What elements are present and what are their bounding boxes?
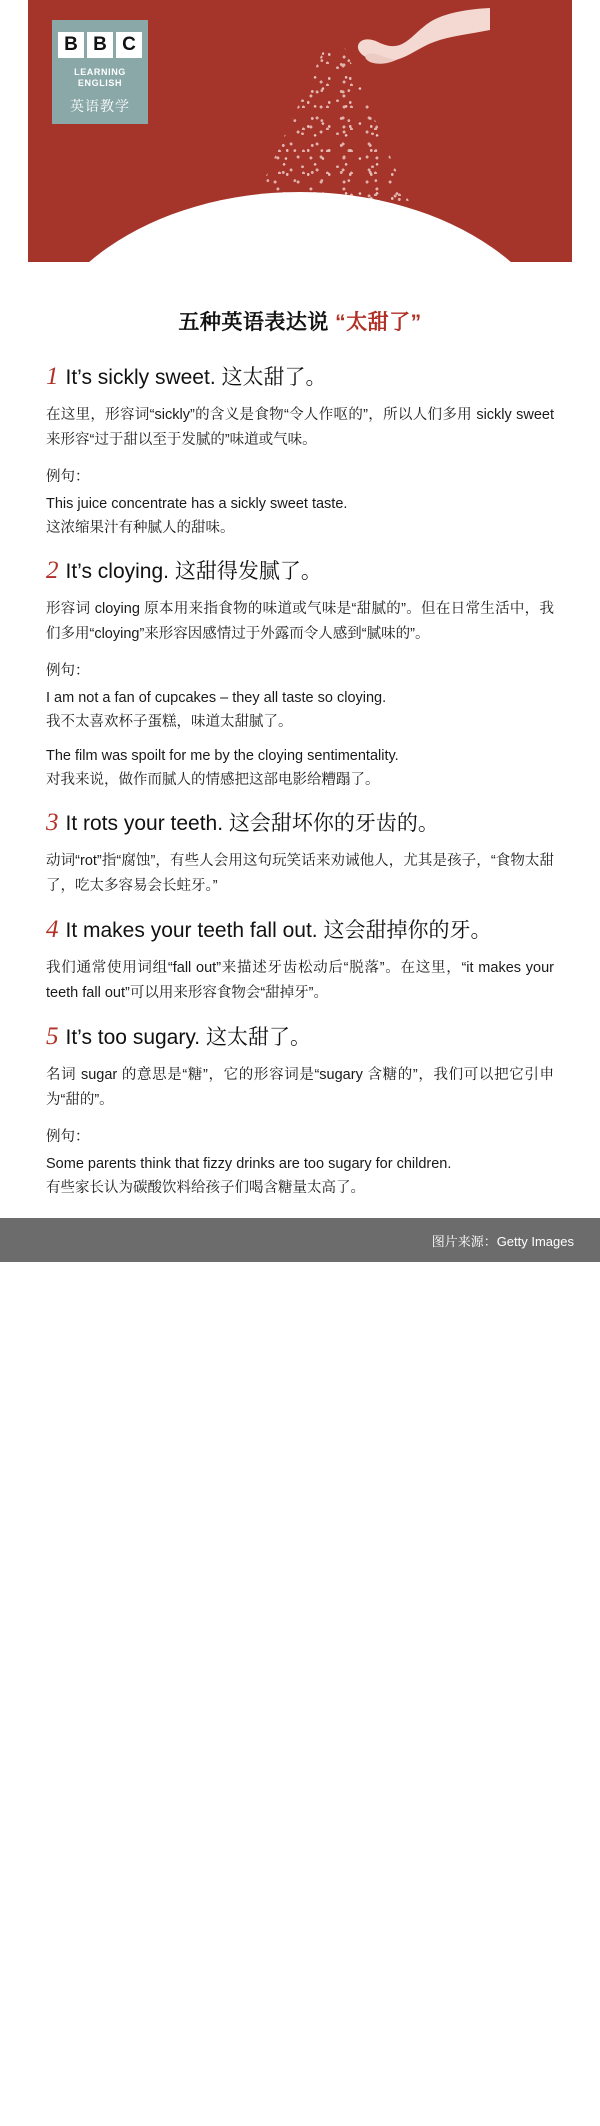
bbc-learning-english-logo bbox=[52, 20, 148, 124]
item-heading bbox=[46, 1022, 554, 1053]
logo-learning-english bbox=[74, 67, 126, 89]
logo-line-learning: LEARNING bbox=[74, 67, 126, 77]
item-heading-text: It’s sickly sweet. 这太甜了。 bbox=[65, 366, 327, 389]
example-line: This juice concentrate has a sickly sweet taste. bbox=[46, 496, 348, 512]
list-item bbox=[46, 1022, 554, 1200]
item-number: 1 bbox=[46, 363, 59, 390]
example-line: 有些家长认为碳酸饮料给孩子们喝含糖量太高了。 bbox=[46, 1180, 365, 1196]
logo-line-chinese: 英语教学 bbox=[70, 98, 130, 114]
list-item bbox=[46, 556, 554, 792]
example-block bbox=[46, 1152, 554, 1200]
item-paragraph: 我们通常使用词组“fall out”来描述牙齿松动后“脱落”。在这里，“it makes your teeth fall out”可以用来形容食物会“甜掉牙”。 bbox=[46, 960, 554, 1001]
page-title-prefix: 五种英语表达说 bbox=[178, 311, 329, 334]
item-heading-text: It’s cloying. 这甜得发腻了。 bbox=[65, 560, 322, 583]
example-block bbox=[46, 686, 554, 734]
image-credit-text: 图片来源：Getty Images bbox=[431, 1233, 574, 1249]
page-title-quote: “太甜了” bbox=[335, 311, 422, 334]
item-number: 4 bbox=[46, 916, 59, 943]
item-paragraph: 动词“rot”指“腐蚀”，有些人会用这句玩笑话来劝诫他人，尤其是孩子，“食物太甜了，吃太多容易会长蛀牙。” bbox=[46, 853, 554, 894]
logo-line-english: ENGLISH bbox=[77, 78, 123, 88]
list-item bbox=[46, 915, 554, 1006]
logo-letter-b1: B bbox=[58, 32, 84, 58]
example-block bbox=[46, 492, 554, 540]
item-heading-text: It makes your teeth fall out. 这会甜掉你的牙。 bbox=[65, 919, 492, 942]
item-paragraph: 形容词 cloying 原本用来指食物的味道或气味是“甜腻的”。但在日常生活中，我们多用“cloying”来形容因感情过于外露而令人感到“腻味的”。 bbox=[46, 601, 554, 642]
example-line: 这浓缩果汁有种腻人的甜味。 bbox=[46, 520, 235, 536]
example-line: 我不太喜欢杯子蛋糕，味道太甜腻了。 bbox=[46, 714, 293, 730]
hero-banner bbox=[0, 0, 600, 262]
example-label: 例句： bbox=[46, 1129, 90, 1145]
item-heading-text: It rots your teeth. 这会甜坏你的牙齿的。 bbox=[65, 812, 439, 835]
list-item bbox=[46, 362, 554, 540]
article-body bbox=[0, 306, 600, 1200]
item-number: 3 bbox=[46, 809, 59, 836]
item-heading bbox=[46, 556, 554, 587]
example-label: 例句： bbox=[46, 663, 90, 679]
example-line: 对我来说，做作而腻人的情感把这部电影给糟蹋了。 bbox=[46, 772, 380, 788]
example-block bbox=[46, 744, 554, 792]
item-heading bbox=[46, 808, 554, 839]
example-label: 例句： bbox=[46, 469, 90, 485]
item-heading bbox=[46, 362, 554, 393]
item-number: 2 bbox=[46, 557, 59, 584]
example-line: I am not a fan of cupcakes – they all taste so cloying. bbox=[46, 690, 387, 706]
hand-icon bbox=[300, 8, 490, 68]
item-heading-text: It’s too sugary. 这太甜了。 bbox=[65, 1026, 311, 1049]
item-paragraph: 在这里，形容词“sickly”的含义是食物“令人作呕的”，所以人们多用 sickly sweet 来形容“过于甜以至于发腻的”味道或气味。 bbox=[46, 407, 554, 448]
example-line: Some parents think that fizzy drinks are too sugary for children. bbox=[46, 1156, 452, 1172]
list-item bbox=[46, 808, 554, 899]
bbc-letters bbox=[58, 32, 142, 58]
example-line: The film was spoilt for me by the cloying sentimentality. bbox=[46, 748, 399, 764]
image-credit-bar bbox=[0, 1218, 600, 1262]
item-paragraph: 名词 sugar 的意思是“糖”，它的形容词是“sugary 含糖的”，我们可以把它引申为“甜的”。 bbox=[46, 1067, 554, 1108]
item-number: 5 bbox=[46, 1023, 59, 1050]
page-title bbox=[46, 306, 554, 336]
logo-letter-b2: B bbox=[87, 32, 113, 58]
logo-letter-c: C bbox=[116, 32, 142, 58]
item-heading bbox=[46, 915, 554, 946]
